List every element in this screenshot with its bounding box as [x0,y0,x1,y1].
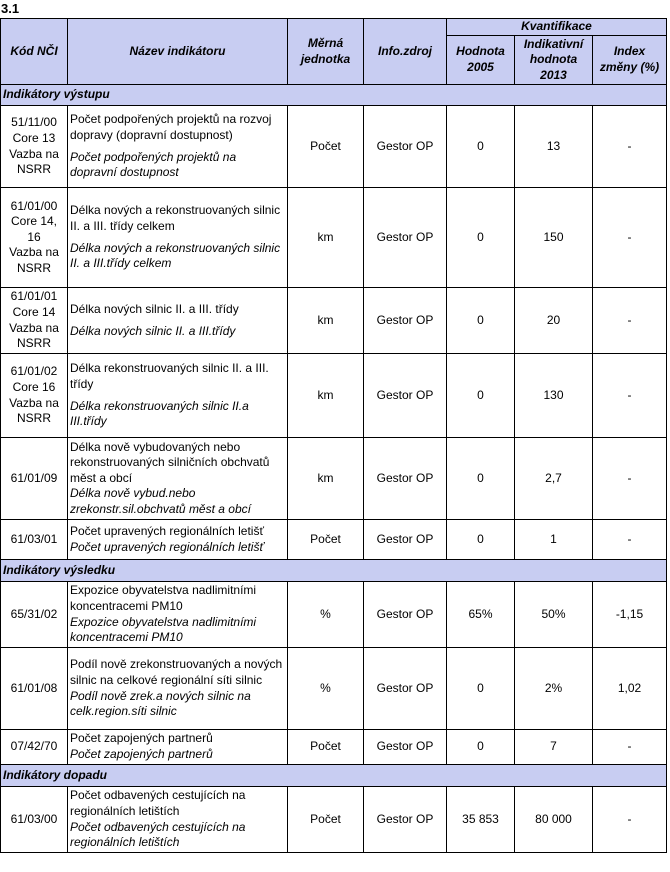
value-2005-cell: 65% [447,582,515,648]
unit-cell: km [288,288,364,354]
table-row [1,582,667,648]
value-2005-cell: 35 853 [447,787,515,853]
target-2013-cell: 7 [515,730,593,765]
indicator-code [1,730,68,765]
value-2005-cell: 0 [447,648,515,730]
category-result: Indikátory výsledku [1,560,667,582]
code-line: 61/01/01 [10,289,58,304]
code-line: 61/01/09 [10,470,58,485]
indicator-code [1,354,68,438]
source-cell: Gestor OP [364,106,447,188]
code-line: 16 [27,229,41,244]
indicator-name-italic: Počet odbavených cestujících na regionálních letištích [70,819,246,850]
code-line: NSRR [16,411,51,426]
code-line: Vazba na [9,320,59,335]
unit-cell: Počet [288,787,364,853]
indicator-name [68,648,288,730]
source-cell: Gestor OP [364,582,447,648]
indicator-code [1,106,68,188]
code-line: Core 14 [12,304,56,319]
indicator-name-italic: Podíl nově zrek.a nových silnic na celk.region.síti silnic [70,688,251,719]
unit-cell: Počet [288,730,364,765]
indicator-name-italic: Expozice obyvatelstva nadlimitními koncentracemi PM10 [70,614,257,645]
indicator-name [68,288,288,354]
code-line: 61/01/02 [10,364,58,379]
indicator-code [1,787,68,853]
index-cell: - [593,730,667,765]
indicator-name-text: Délka nově vybudovaných nebo rekonstruovaných silničních obchvatů měst a obcí [70,439,270,485]
indicator-name-italic: Délka nově vybud.nebo zrekonstr.sil.obchvatů měst a obcí [70,486,251,516]
source-cell: Gestor OP [364,520,447,560]
value-2005-cell: 0 [447,520,515,560]
header-target-2013: Indikativní hodnota 2013 [515,36,593,85]
unit-cell: % [288,648,364,730]
index-cell: - [593,520,667,560]
source-cell: Gestor OP [364,354,447,438]
table-row [1,520,667,560]
code-line: NSRR [16,162,51,177]
code-line: Vazba na [9,395,59,410]
header-source: Info.zdroj [364,19,447,85]
unit-cell: Počet [288,106,364,188]
indicator-name-text: Počet podpořených projektů na rozvoj dopravy (dopravní dostupnost) [70,112,272,142]
target-2013-cell: 2% [515,648,593,730]
table-row [1,188,667,288]
table-row [1,106,667,188]
target-2013-cell: 50% [515,582,593,648]
table-row [1,354,667,438]
indicator-name-text: Podíl nově zrekonstruovaných a nových silnic na celkové regionální síti silnic [70,657,283,687]
header-index: Index změny (%) [593,36,667,85]
value-2005-cell: 0 [447,730,515,765]
indicator-name [68,520,288,560]
indicator-name-text: Délka rekonstruovaných silnic II. a III. třídy [70,361,269,391]
unit-cell: km [288,188,364,288]
target-2013-cell: 13 [515,106,593,188]
indicator-code [1,438,68,520]
indicator-name [68,188,288,288]
code-line: 61/03/01 [10,531,58,546]
target-2013-cell: 20 [515,288,593,354]
unit-cell: km [288,354,364,438]
value-2005-cell: 0 [447,106,515,188]
value-2005-cell: 0 [447,354,515,438]
indicator-name-text: Délka nových a rekonstruovaných silnic II. a III. třídy celkem [70,203,281,233]
indicator-name-italic: Počet zapojených partnerů [70,747,213,761]
unit-cell: Počet [288,520,364,560]
source-cell: Gestor OP [364,288,447,354]
indicator-name-text: Počet odbavených cestujících na regionálních letištích [70,788,246,818]
section-number: 3.1 [1,1,20,16]
source-cell: Gestor OP [364,787,447,853]
code-line: Core 13 [12,130,56,145]
indicator-name [68,438,288,520]
table-row [1,288,667,354]
target-2013-cell: 130 [515,354,593,438]
indicator-name-text: Délka nových silnic II. a III. třídy [70,301,239,316]
indicator-name [68,730,288,765]
indicator-name [68,106,288,188]
code-line: 61/03/00 [10,811,58,826]
target-2013-cell: 1 [515,520,593,560]
indicator-code [1,520,68,560]
index-cell: - [593,787,667,853]
value-2005-cell: 0 [447,188,515,288]
index-cell: - [593,188,667,288]
indicator-name-italic: Délka nových a rekonstruovaných silnic II. a III.třídy celkem [70,240,281,271]
header-value-2005: Hodnota 2005 [447,36,515,85]
header-quantification: Kvantifikace [447,19,667,36]
index-cell: - [593,354,667,438]
indicator-name-italic: Počet podpořených projektů na dopravní dostupnost [70,149,237,180]
index-cell: -1,15 [593,582,667,648]
code-line: Vazba na [9,245,59,260]
index-cell: - [593,106,667,188]
table-row [1,648,667,730]
indicator-name-text: Expozice obyvatelstva nadlimitními koncentracemi PM10 [70,583,257,613]
value-2005-cell: 0 [447,438,515,520]
table-row [1,438,667,520]
indicator-code [1,288,68,354]
index-cell: 1,02 [593,648,667,730]
code-line: Core 14, [10,214,58,229]
code-line: Vazba na [9,146,59,161]
code-line: 07/42/70 [10,739,58,754]
indicator-code [1,648,68,730]
target-2013-cell: 80 000 [515,787,593,853]
code-line: Core 16 [12,379,56,394]
unit-cell: % [288,582,364,648]
indicator-name [68,787,288,853]
index-cell: - [593,438,667,520]
code-line: 61/01/00 [10,198,58,213]
category-output: Indikátory výstupu [1,85,667,106]
indicator-code [1,582,68,648]
header-name: Název indikátoru [68,19,288,85]
code-line: 61/01/08 [10,680,58,695]
code-line: NSRR [16,336,51,351]
source-cell: Gestor OP [364,730,447,765]
table-row [1,730,667,765]
header-code: Kód NČI [1,19,68,85]
target-2013-cell: 2,7 [515,438,593,520]
source-cell: Gestor OP [364,188,447,288]
index-cell: - [593,288,667,354]
code-line: NSRR [16,260,51,275]
indicator-name-italic: Délka nových silnic II. a III.třídy [70,323,236,338]
code-line: 51/11/00 [11,115,57,130]
table-row [1,787,667,853]
unit-cell: km [288,438,364,520]
indicator-code [1,188,68,288]
target-2013-cell: 150 [515,188,593,288]
indicator-table [0,18,667,853]
category-impact: Indikátory dopadu [1,765,667,787]
indicator-name-italic: Počet upravených regionálních letišť [70,539,264,554]
indicator-name-italic: Délka rekonstruovaných silnic II.a III.třídy [70,398,249,429]
value-2005-cell: 0 [447,288,515,354]
source-cell: Gestor OP [364,648,447,730]
indicator-name-text: Počet upravených regionálních letišť [70,523,264,538]
indicator-name-text: Počet zapojených partnerů [70,731,213,746]
indicator-name [68,582,288,648]
header-unit: Měrná jednotka [288,19,364,85]
indicator-name [68,354,288,438]
code-line: 65/31/02 [10,606,58,621]
source-cell: Gestor OP [364,438,447,520]
